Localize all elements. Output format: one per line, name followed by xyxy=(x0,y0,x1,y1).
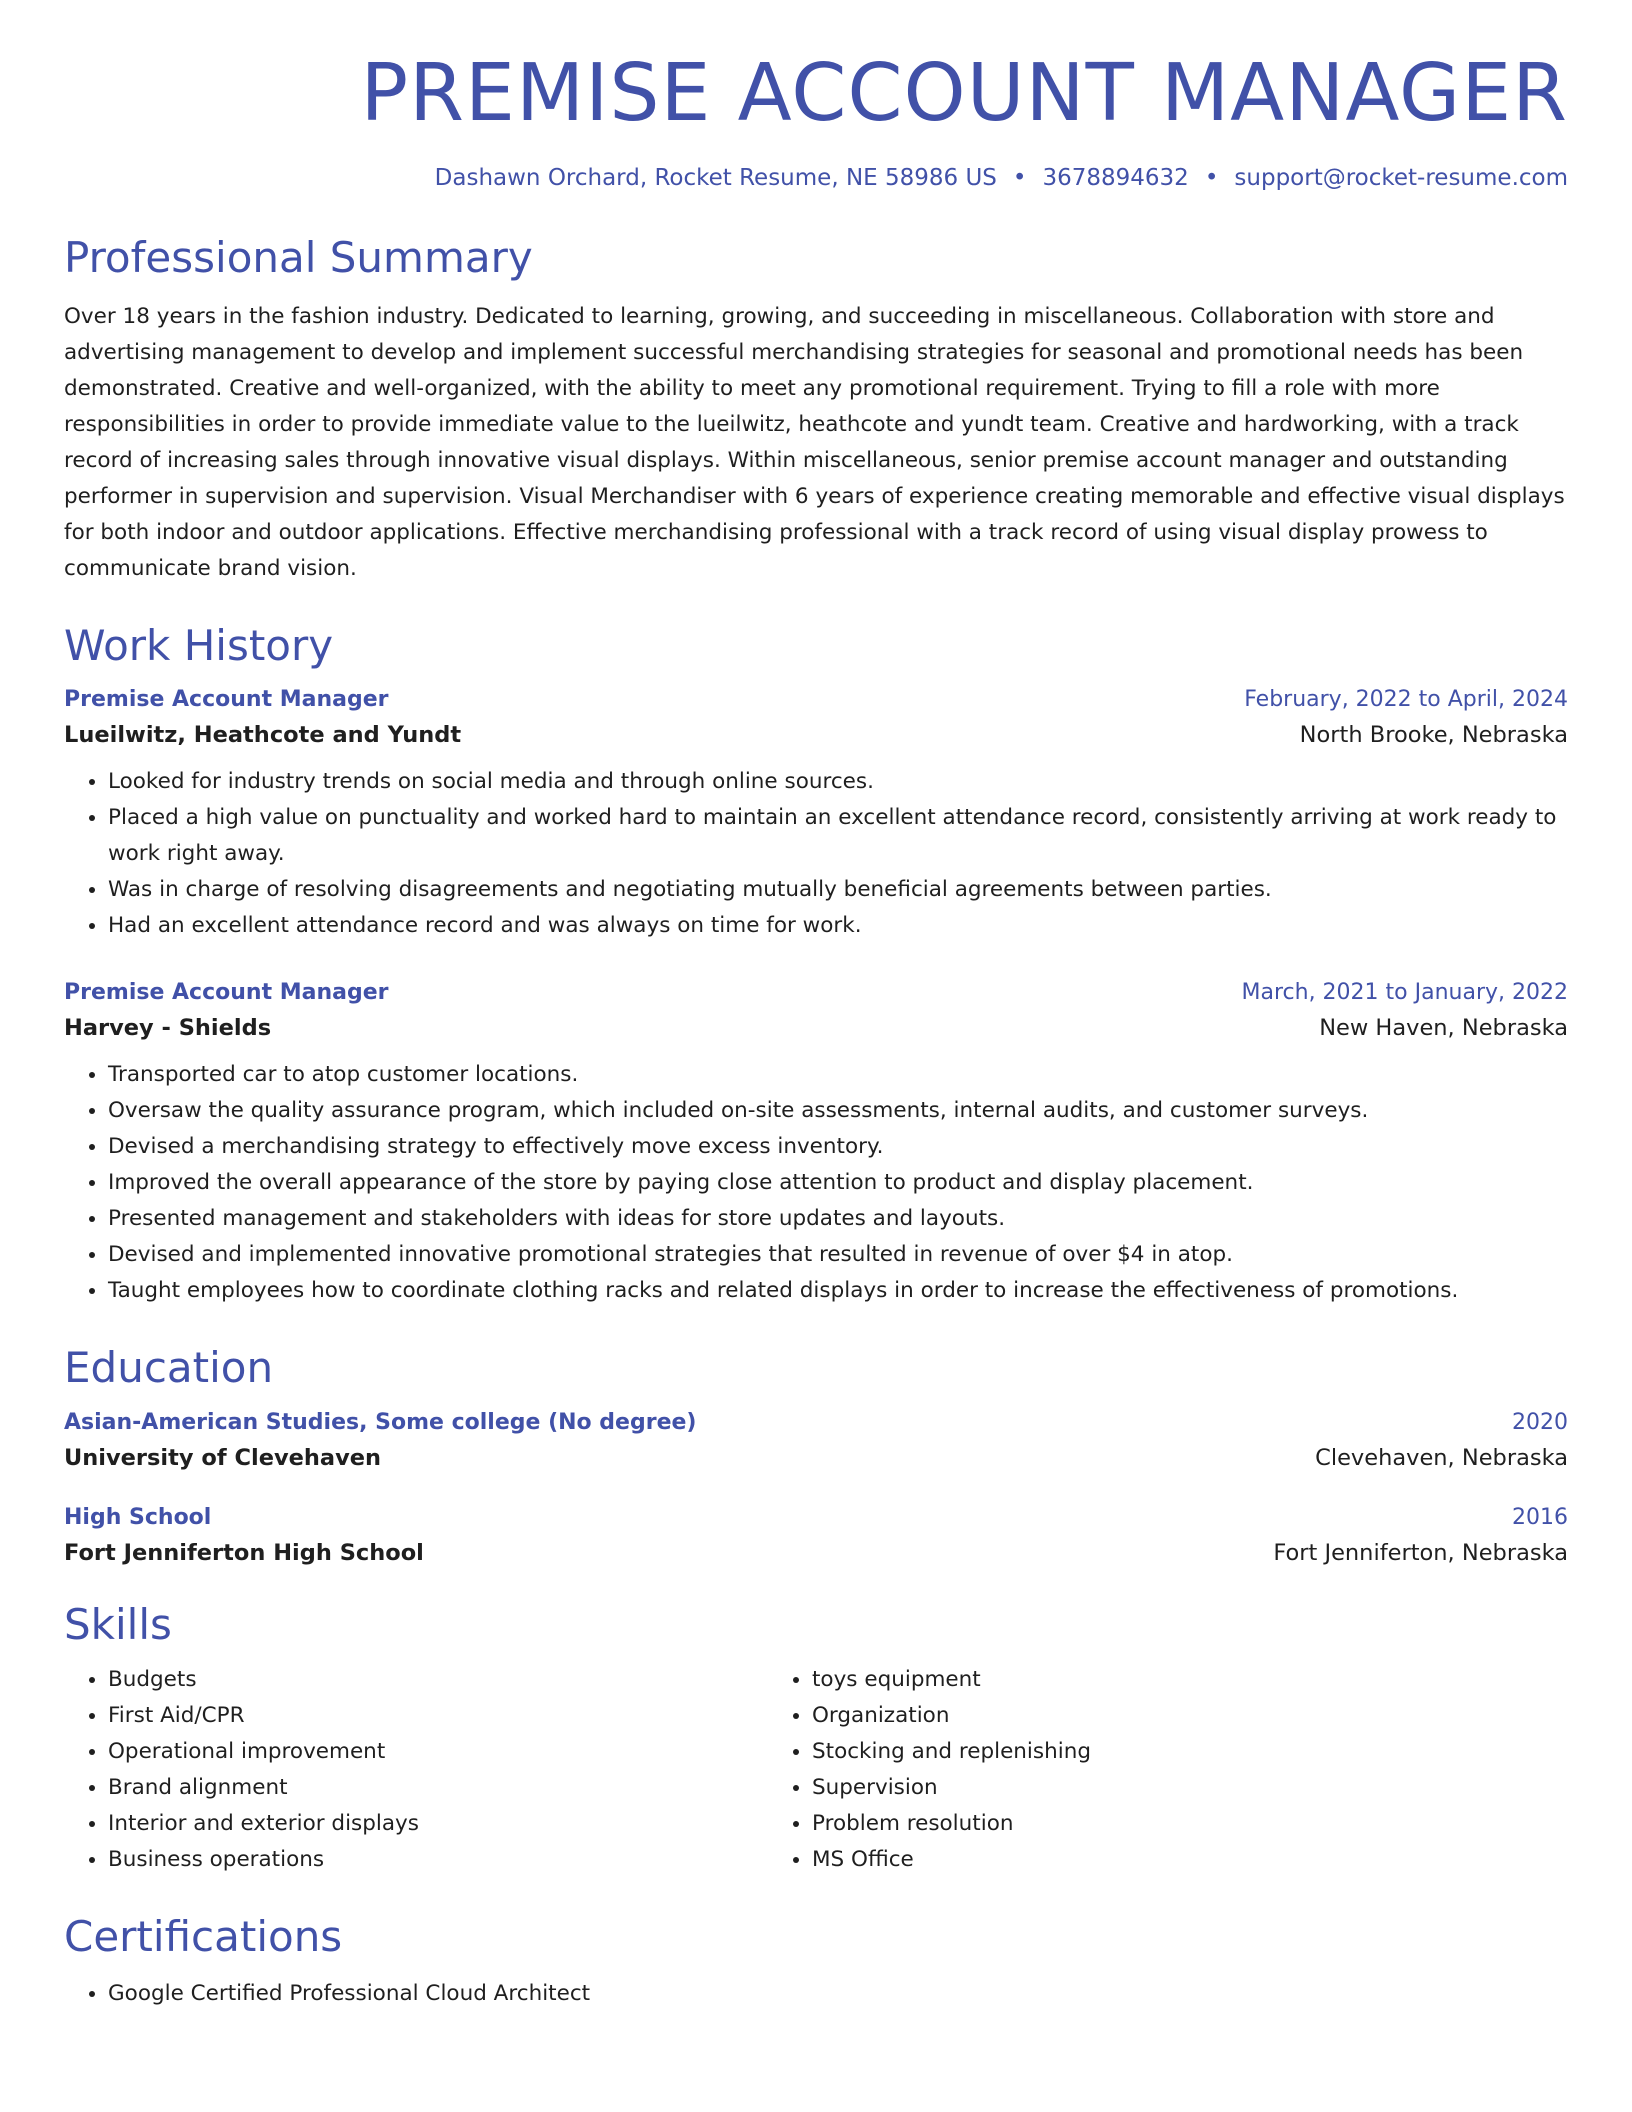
job-company: Lueilwitz, Heathcote and Yundt xyxy=(64,722,462,749)
contact-separator: • xyxy=(1012,164,1027,191)
education-degree: High School xyxy=(64,1504,212,1530)
skills-left-column xyxy=(64,1662,760,1878)
education-heading: Education xyxy=(64,1343,274,1393)
job-location: North Brooke, Nebraska xyxy=(1299,722,1568,749)
list-item: • Budgets xyxy=(108,1662,760,1698)
job-location: New Haven, Nebraska xyxy=(1319,1015,1568,1042)
list-item: • Presented management and stakeholders with ideas for store updates and layouts. xyxy=(108,1201,1568,1237)
skills-columns xyxy=(64,1662,1568,1878)
job-dates: February, 2022 to April, 2024 xyxy=(1244,687,1568,713)
list-item: • Stocking and replenishing xyxy=(812,1734,1456,1770)
job-entry xyxy=(64,687,1568,944)
certifications-section xyxy=(64,1911,1568,2012)
list-item: • Problem resolution xyxy=(812,1806,1456,1842)
job-entry xyxy=(64,980,1568,1309)
list-item: • Operational improvement xyxy=(108,1734,760,1770)
contact-separator: • xyxy=(1204,164,1219,191)
job-company: Harvey - Shields xyxy=(64,1015,272,1042)
list-item: • Google Certified Professional Cloud Architect xyxy=(108,1976,1568,2012)
list-item: • Looked for industry trends on social media and through online sources. xyxy=(108,764,1568,800)
list-item: • Had an excellent attendance record and was always on time for work. xyxy=(108,908,1568,944)
certifications-heading: Certifications xyxy=(64,1911,343,1961)
contact-email: support@rocket-resume.com xyxy=(1234,164,1568,191)
education-location: Fort Jenniferton, Nebraska xyxy=(1273,1539,1568,1566)
education-entry xyxy=(64,1410,1568,1471)
list-item: • Devised a merchandising strategy to effectively move excess inventory. xyxy=(108,1129,1568,1165)
education-section xyxy=(64,1345,1568,1565)
education-degree: Asian-American Studies, Some college (No degree) xyxy=(64,1409,697,1435)
education-entry xyxy=(64,1505,1568,1566)
list-item: • Brand alignment xyxy=(108,1770,760,1806)
list-item: • Business operations xyxy=(108,1842,760,1878)
list-item: • Oversaw the quality assurance program, which included on-site assessments, internal audits, and customer surveys. xyxy=(108,1093,1568,1129)
list-item: • Devised and implemented innovative promotional strategies that resulted in revenue of over $4 in atop. xyxy=(108,1237,1568,1273)
contact-address: Dashawn Orchard, Rocket Resume, NE 58986 US xyxy=(434,164,997,191)
job-title: Premise Account Manager xyxy=(64,687,389,713)
work-history-heading: Work History xyxy=(64,621,334,671)
list-item: • Organization xyxy=(812,1698,1456,1734)
list-item: • Interior and exterior displays xyxy=(108,1806,760,1842)
list-item: • Improved the overall appearance of the store by paying close attention to product and display placement. xyxy=(108,1165,1568,1201)
resume-name: PREMISE ACCOUNT MANAGER xyxy=(360,47,1568,139)
job-title: Premise Account Manager xyxy=(64,980,389,1006)
skills-heading: Skills xyxy=(64,1599,172,1649)
work-history-section xyxy=(64,623,1568,1309)
list-item: • Placed a high value on punctuality and worked hard to maintain an excellent attendance record, consistently arriving at work ready to work right away. xyxy=(108,800,1568,872)
resume-header xyxy=(64,47,1568,191)
summary-heading: Professional Summary xyxy=(64,232,533,282)
skills-right-column xyxy=(760,1662,1456,1878)
job-bullets xyxy=(64,1057,1568,1309)
summary-text: Over 18 years in the fashion industry. Dedicated to learning, growing, and succeeding in miscellaneous. Collaboration with store and advertising management to develop and implement successful merchandising strategies for seasonal and promotional needs has been demonstrated. Creative and well-organized, with the ability to meet any promotional requirement. Trying to fill a role with more responsibilities in order to provide immediate value to the lueilwitz, heathcote and yundt team. Creative and hardworking, with a track record of increasing sales through innovative visual displays. Within miscellaneous, senior premise account manager and outstanding performer in supervision and supervision. Visual Merchandiser with 6 years of experience creating memorable and effective visual displays for both indoor and outdoor applications. Effective merchandising professional with a track record of using visual display prowess to communicate brand vision. xyxy=(64,304,1565,582)
list-item: • Supervision xyxy=(812,1770,1456,1806)
contact-phone: 3678894632 xyxy=(1042,164,1189,191)
job-bullets xyxy=(64,764,1568,944)
education-school: Fort Jenniferton High School xyxy=(64,1539,424,1566)
education-year: 2020 xyxy=(1512,1409,1568,1435)
education-year: 2016 xyxy=(1512,1504,1568,1530)
job-dates: March, 2021 to January, 2022 xyxy=(1241,980,1568,1006)
education-location: Clevehaven, Nebraska xyxy=(1315,1444,1568,1471)
list-item: • Transported car to atop customer locations. xyxy=(108,1057,1568,1093)
list-item: • Taught employees how to coordinate clothing racks and related displays in order to increase the effectiveness of promotions. xyxy=(108,1273,1568,1309)
contact-line xyxy=(64,165,1568,191)
list-item: • Was in charge of resolving disagreements and negotiating mutually beneficial agreements between parties. xyxy=(108,872,1568,908)
skills-section xyxy=(64,1599,1568,1878)
list-item: • MS Office xyxy=(812,1842,1456,1878)
list-item: • First Aid/CPR xyxy=(108,1698,760,1734)
list-item: • toys equipment xyxy=(812,1662,1456,1698)
certifications-list xyxy=(64,1976,1568,2012)
education-school: University of Clevehaven xyxy=(64,1444,382,1471)
